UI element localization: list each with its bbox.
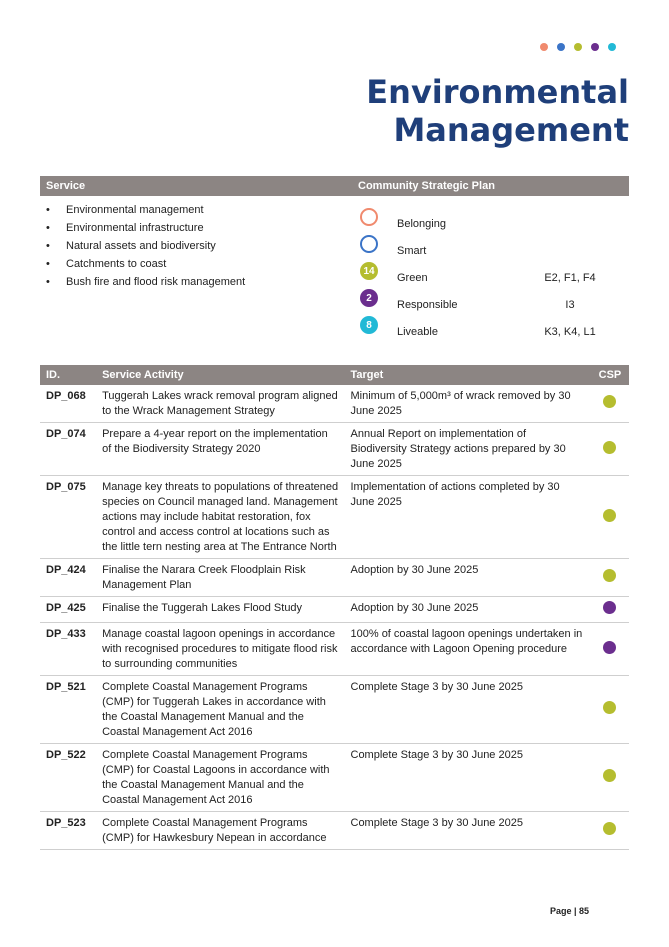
- csp-legend: [360, 208, 600, 343]
- title-line-2: Management: [393, 111, 629, 149]
- row-activity: Tuggerah Lakes wrack removal program aligned to the Wrack Management Strategy: [96, 385, 344, 423]
- csp-name: Green: [397, 272, 428, 284]
- row-id: DP_521: [40, 676, 96, 744]
- row-activity: Complete Coastal Management Programs (CMP) for Coastal Lagoons in accordance with the Coastal Management Manual and the Coastal Management Act 2016: [96, 744, 344, 812]
- decor-dot: [557, 43, 565, 51]
- row-id: DP_523: [40, 812, 96, 850]
- csp-codes: K3, K4, L1: [544, 326, 596, 338]
- title-line-1: Environmental: [366, 73, 629, 111]
- row-csp: [591, 744, 629, 812]
- table-row: [40, 623, 629, 676]
- table-row: [40, 476, 629, 559]
- service-item: • Environmental infrastructure: [46, 219, 245, 237]
- row-csp: [591, 597, 629, 623]
- row-activity: Manage key threats to populations of threatened species on Council managed land. Management actions may include habitat restoration, fox control and access control at locations such as the little tern nesting area at The Entrance North: [96, 476, 344, 559]
- row-csp: [591, 423, 629, 476]
- csp-dot-icon: [603, 769, 616, 782]
- row-activity: Finalise the Tuggerah Lakes Flood Study: [96, 597, 344, 623]
- csp-dot-icon: [603, 509, 616, 522]
- row-csp: [591, 623, 629, 676]
- row-id: DP_074: [40, 423, 96, 476]
- csp-row: [360, 262, 600, 289]
- row-csp: [591, 476, 629, 559]
- csp-name: Responsible: [397, 299, 458, 311]
- csp-row: [360, 235, 600, 262]
- csp-dot-icon: [603, 701, 616, 714]
- csp-dot-icon: [603, 395, 616, 408]
- service-item: • Natural assets and biodiversity: [46, 237, 245, 255]
- row-activity: Finalise the Narara Creek Floodplain Risk Management Plan: [96, 559, 344, 597]
- row-activity: Manage coastal lagoon openings in accordance with recognised procedures to mitigate flood risk to surrounding communities: [96, 623, 344, 676]
- row-activity: Prepare a 4-year report on the implementation of the Biodiversity Strategy 2020: [96, 423, 344, 476]
- service-header-label: Service: [46, 180, 86, 192]
- table-row: [40, 597, 629, 623]
- row-target: Complete Stage 3 by 30 June 2025: [345, 676, 591, 744]
- table-row: [40, 812, 629, 850]
- csp-dot-icon: [603, 441, 616, 454]
- row-id: DP_424: [40, 559, 96, 597]
- row-target: 100% of coastal lagoon openings undertaken in accordance with Lagoon Opening procedure: [345, 623, 591, 676]
- csp-row: [360, 316, 600, 343]
- csp-codes: I3: [565, 299, 575, 311]
- service-activity-table: [40, 365, 629, 850]
- row-target: Complete Stage 3 by 30 June 2025: [345, 812, 591, 850]
- csp-dot-icon: [603, 822, 616, 835]
- csp-circle-icon: [360, 208, 378, 226]
- service-list: [46, 201, 245, 291]
- row-target: Minimum of 5,000m³ of wrack removed by 30 June 2025: [345, 385, 591, 423]
- row-activity: Complete Coastal Management Programs (CMP) for Tuggerah Lakes in accordance with the Coastal Management Manual and the Coastal Management Act 2016: [96, 676, 344, 744]
- csp-name: Belonging: [397, 218, 446, 230]
- row-id: DP_068: [40, 385, 96, 423]
- col-target: Target: [345, 365, 591, 385]
- service-item: • Catchments to coast: [46, 255, 245, 273]
- csp-circle-icon: [360, 235, 378, 253]
- csp-circle-icon: 2: [360, 289, 378, 307]
- row-id: DP_075: [40, 476, 96, 559]
- csp-name: Smart: [397, 245, 427, 257]
- page-title: [366, 73, 629, 149]
- decor-dot: [574, 43, 582, 51]
- row-csp: [591, 559, 629, 597]
- csp-dot-icon: [603, 601, 616, 614]
- table-row: [40, 676, 629, 744]
- row-id: DP_433: [40, 623, 96, 676]
- row-target: Annual Report on implementation of Biodiversity Strategy actions prepared by 30 June 2025: [345, 423, 591, 476]
- row-target: Implementation of actions completed by 30 June 2025: [345, 476, 591, 559]
- csp-dot-icon: [603, 641, 616, 654]
- csp-dot-icon: [603, 569, 616, 582]
- decorative-dots: [540, 43, 616, 51]
- csp-circle-icon: 8: [360, 316, 378, 334]
- service-header-bar: [40, 176, 629, 196]
- csp-name: Liveable: [397, 326, 438, 338]
- decor-dot: [608, 43, 616, 51]
- csp-row: [360, 208, 600, 235]
- table-row: [40, 744, 629, 812]
- row-csp: [591, 812, 629, 850]
- service-item: • Environmental management: [46, 201, 245, 219]
- col-id: ID.: [40, 365, 96, 385]
- table-row: [40, 423, 629, 476]
- csp-circle-icon: 14: [360, 262, 378, 280]
- csp-codes: E2, F1, F4: [544, 272, 596, 284]
- page-number: Page | 85: [550, 906, 590, 916]
- row-target: Adoption by 30 June 2025: [345, 597, 591, 623]
- row-target: Complete Stage 3 by 30 June 2025: [345, 744, 591, 812]
- row-id: DP_425: [40, 597, 96, 623]
- decor-dot: [591, 43, 599, 51]
- table-header-row: [40, 365, 629, 385]
- service-item: • Bush fire and flood risk management: [46, 273, 245, 291]
- row-csp: [591, 385, 629, 423]
- row-csp: [591, 676, 629, 744]
- table-row: [40, 385, 629, 423]
- table-row: [40, 559, 629, 597]
- csp-row: [360, 289, 600, 316]
- row-target: Adoption by 30 June 2025: [345, 559, 591, 597]
- col-activity: Service Activity: [96, 365, 344, 385]
- csp-header-label: Community Strategic Plan: [358, 180, 495, 192]
- col-csp: CSP: [591, 365, 629, 385]
- row-id: DP_522: [40, 744, 96, 812]
- decor-dot: [540, 43, 548, 51]
- row-activity: Complete Coastal Management Programs (CMP) for Hawkesbury Nepean in accordance: [96, 812, 344, 850]
